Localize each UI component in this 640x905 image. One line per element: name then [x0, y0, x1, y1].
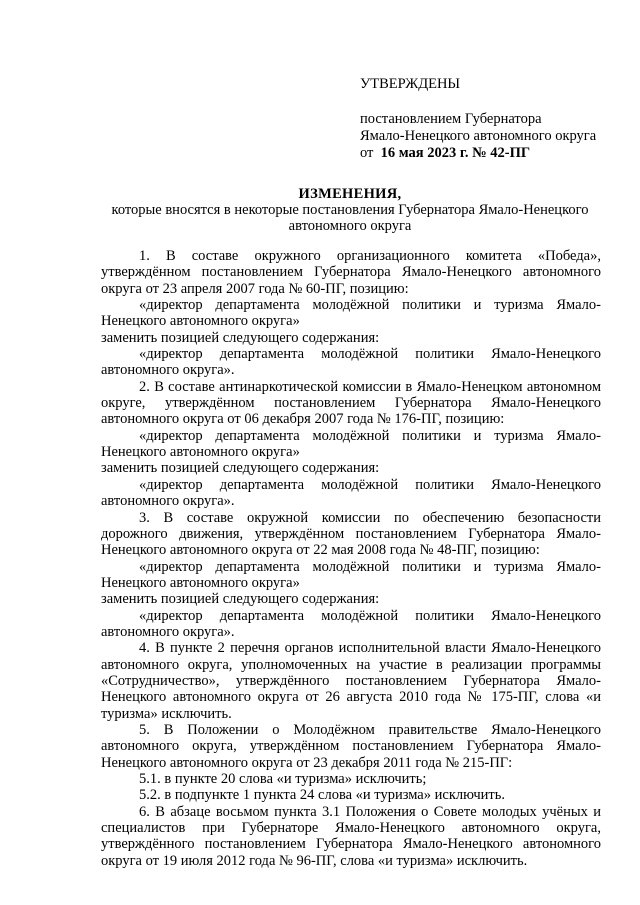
paragraph: «директор департамента молодёжной политики и туризма Ямало-Ненецкого автономного округа» [101, 297, 601, 330]
document-title: ИЗМЕНЕНИЯ, [298, 186, 402, 202]
paragraph: заменить позицией следующего содержания: [101, 591, 380, 608]
approval-date: 16 мая 2023 г. № 42-ПГ [380, 145, 531, 161]
paragraph: «директор департамента молодёжной политики Ямало-Ненецкого автономного округа». [101, 607, 601, 640]
paragraph: «директор департамента молодёжной политики и туризма Ямало-Ненецкого автономного округа» [101, 558, 601, 591]
approval-line-1: постановлением Губернатора [360, 111, 542, 127]
paragraph: заменить позицией следующего содержания: [101, 460, 380, 477]
paragraph: 6. В абзаце восьмом пункта 3.1 Положения о Совете молодых учёных и специалистов при Губернаторе Ямало-Ненецкого автономного округа, утверждённого постановлением Губернатора Ямало-Ненецкого автономного округа от 19 июля 2012 года № 96-ПГ, слова «и туризма» исключить. [101, 803, 601, 869]
paragraph: 2. В составе антинаркотической комиссии в Ямало-Ненецком автономном округе, утверждённом постановлением Губернатора Ямало-Ненецкого автономного округа от 06 декабря 2007 года № 176-ПГ, позицию: [101, 378, 601, 428]
paragraph: «директор департамента молодёжной политики и туризма Ямало-Ненецкого автономного округа» [101, 427, 601, 461]
document-subtitle: которые вносятся в некоторые постановления Губернатора Ямало-Ненецкого автономного округа [111, 202, 589, 234]
approval-date-prefix: от [360, 145, 374, 161]
approval-stamp [360, 76, 620, 162]
approval-line-2: Ямало-Ненецкого автономного округа [360, 128, 597, 144]
paragraph: «директор департамента молодёжной политики Ямало-Ненецкого автономного округа». [101, 346, 601, 379]
paragraph: заменить позицией следующего содержания: [101, 329, 380, 346]
paragraph: 3. В составе окружной комиссии по обеспечению безопасности дорожного движения, утверждённом постановлением Губернатора Ямало-Ненецкого автономного округа от 22 мая 2008 года № 48-ПГ, позицию: [101, 509, 601, 559]
paragraph: 5. В Положении о Молодёжном правительстве Ямало-Ненецкого автономного округа, утверждённом постановлением Губернатора Ямало-Ненецкого автономного округа от 23 декабря 2011 года № 215-ПГ: [101, 721, 601, 771]
paragraph: «директор департамента молодёжной политики Ямало-Ненецкого автономного округа». [101, 476, 601, 510]
paragraph: 5.2. в подпункте 1 пункта 24 слова «и туризма» исключить. [139, 787, 506, 804]
document-header [100, 186, 600, 234]
paragraph: 5.1. в пункте 20 слова «и туризма» исключить; [139, 771, 427, 787]
paragraph: 1. В составе окружного организационного комитета «Победа», утверждённом постановлением Губернатора Ямало-Ненецкого автономного округа от 23 апреля 2007 года № 60-ПГ, позицию: [101, 248, 601, 297]
approval-title: УТВЕРЖДЕНЫ [360, 76, 461, 92]
approval-line-3 [360, 145, 620, 162]
document-body [101, 248, 601, 869]
paragraph: 4. В пункте 2 перечня органов исполнительной власти Ямало-Ненецкого автономного округа, уполномоченных на участие в реализации программы «Сотрудничество», утверждённого постановлением Губернатора Ямало-Ненецкого автономного округа от 26 августа 2010 года № 175-ПГ, слова «и туризма» исключить. [101, 640, 601, 722]
